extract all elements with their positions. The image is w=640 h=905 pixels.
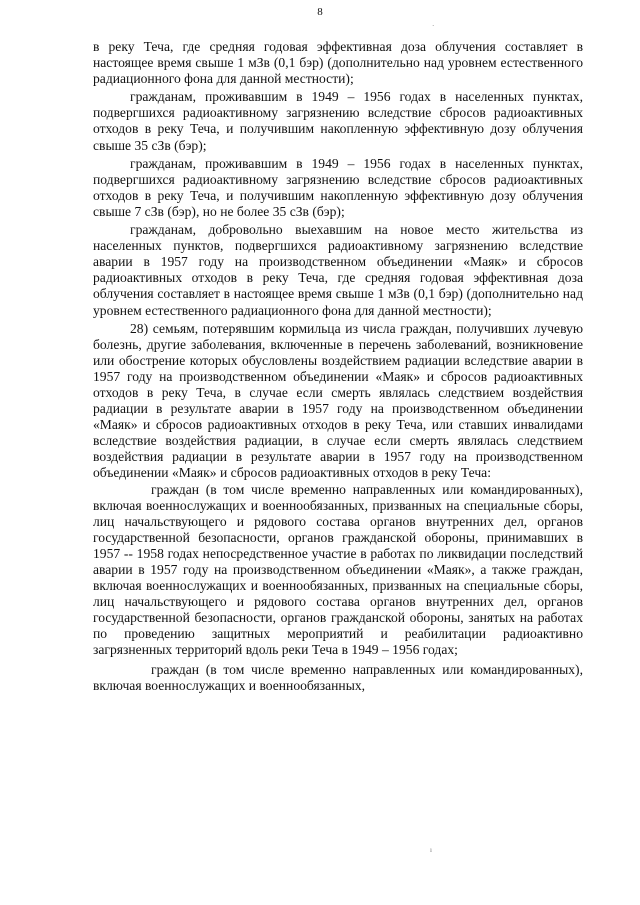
paragraph: граждан (в том числе временно направленных или командированных), включая военнослужащих и военнообязанных, призванных на специальные сборы, лиц начальствующего и рядового состава органов внутренних дел, органов государственной безопасности, органов гражданской обороны, принимавших в 1957 -- 1958 годах непосредственное участие в работах по ликвидации последствий аварии в 1957 году на производственном объединении «Маяк», а также граждан, включая военнослужащих и военнообязанных, призванных на специальные сборы, лиц начальствующего и рядового состава органов внутренних дел, органов государственной безопасности, органов гражданской обороны, занятых на работах по проведению защитных мероприятий и реабилитации радиоактивно загрязненных территорий вдоль реки Теча в 1949 – 1956 годах; [93, 481, 583, 658]
page-number: 8 [317, 6, 323, 18]
paragraph: гражданам, проживавшим в 1949 – 1956 годах в населенных пунктах, подвергшихся радиоактивному загрязнению вследствие сбросов радиоактивных отходов в реку Теча, и получившим накопленную эффективную дозу облучения свыше 7 сЗв (бэр), но не более 35 сЗв (бэр); [93, 155, 583, 219]
scan-speck: · [432, 22, 435, 30]
paragraph: гражданам, добровольно выехавшим на новое место жительства из населенных пунктов, подвергшихся радиоактивному загрязнению вследствие аварии в 1957 году на производственном объединении «Маяк» и сбросов радиоактивных отходов в реку Теча, где средняя годовая эффективная доза облучения составляет в настоящее время свыше 1 мЗв (0,1 бэр) (дополнительно над уровнем естественного радиационного фона для данной местности); [93, 222, 583, 318]
paragraph: в реку Теча, где средняя годовая эффективная доза облучения составляет в настоящее время свыше 1 мЗв (0,1 бэр) (дополнительно над уровнем естественного радиационного фона для данной местности); [93, 39, 583, 87]
paragraph: граждан (в том числе временно направленных или командированных), включая военнослужащих и военнообязанных, [93, 661, 583, 693]
paragraph: гражданам, проживавшим в 1949 – 1956 годах в населенных пунктах, подвергшихся радиоактивному загрязнению вследствие сбросов радиоактивных отходов в реку Теча, и получившим накопленную эффективную дозу облучения свыше 35 сЗв (бэр); [93, 89, 583, 153]
paragraph: 28) семьям, потерявшим кормильца из числа граждан, получивших лучевую болезнь, другие заболевания, включенные в перечень заболеваний, возникновение или обострение которых обусловлены воздействием радиации вследствие аварии в 1957 году на производственном объединении «Маяк» и сбросов радиоактивных отходов в реку Теча, в случае если смерть являлась следствием воздействия радиации в результате аварии в 1957 году на производственном объединении «Маяк» и сбросов радиоактивных отходов в реку Теча, или ставших инвалидами вследствие воздействия радиации, в случае если смерть являлась следствием воздействия радиации в результате аварии в 1957 году на производственном объединении «Маяк» и сбросов радиоактивных отходов в реку Теча: [93, 320, 583, 481]
scan-speck: ı [430, 846, 432, 854]
document-body [93, 39, 583, 694]
